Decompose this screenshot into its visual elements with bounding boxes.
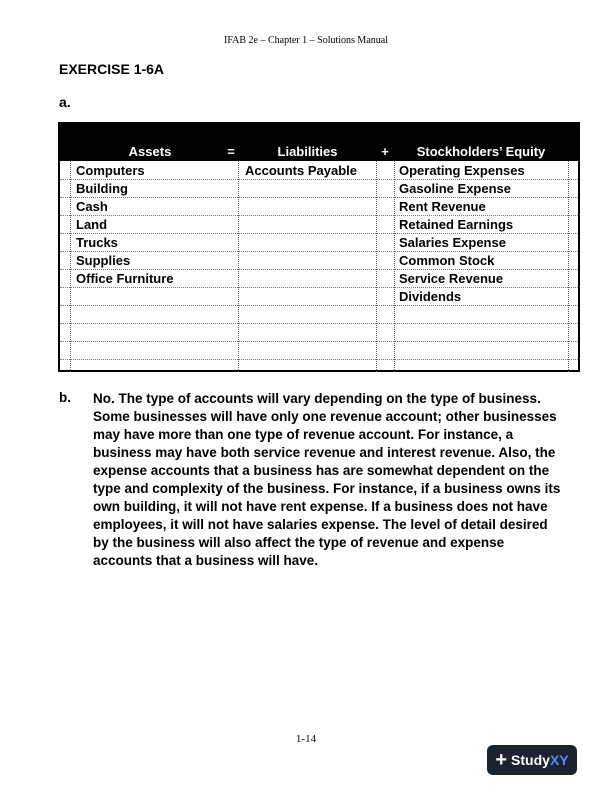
equity-cell: Dividends (399, 289, 462, 304)
row-divider (60, 305, 578, 306)
asset-cell: Computers (76, 163, 145, 178)
liability-cell: Accounts Payable (245, 163, 357, 178)
brand-accent: XY (549, 752, 569, 768)
row-divider (60, 359, 578, 360)
equity-cell: Service Revenue (399, 271, 504, 286)
equity-cell: Common Stock (399, 253, 495, 268)
accounts-table (58, 122, 580, 372)
studyxy-badge[interactable] (487, 745, 577, 775)
part-b-answer: No. The type of accounts will vary depending on the type of business. Some businesses will have only one revenue account; other businesses may have more than one type of revenue account. For instance, a business may have both service revenue and interest revenue. Also, the expense accounts that a business has are somewhat dependent on the type and complexity of the business. For instance, if a business owns its own building, it will not have rent expense. If a business does not have employees, it will not have salaries expense. The level of detail desired by the business will also affect the type of revenue and expense accounts that a business will have. (93, 391, 561, 568)
brand-logo (511, 752, 569, 768)
asset-cell: Cash (76, 199, 108, 214)
running-header: IFAB 2e – Chapter 1 – Solutions Manual (224, 35, 388, 46)
asset-cell: Supplies (76, 253, 131, 268)
part-a-label: a. (59, 94, 71, 110)
exercise-title: EXERCISE 1-6A (59, 61, 165, 77)
header-equity: Stockholders’ Equity (416, 144, 546, 159)
asset-cell: Land (76, 217, 108, 232)
header-plus: + (381, 144, 389, 159)
equity-cell: Salaries Expense (399, 235, 506, 250)
header-assets: Assets (128, 144, 172, 159)
asset-cell: Building (76, 181, 128, 196)
asset-cell: Trucks (76, 235, 118, 250)
part-b-label: b. (59, 390, 71, 405)
equity-cell: Gasoline Expense (399, 181, 511, 196)
header-liabilities: Liabilities (277, 144, 338, 159)
table-header (60, 124, 578, 161)
equity-cell: Operating Expenses (399, 163, 525, 178)
plus-icon: + (495, 749, 508, 771)
asset-cell: Office Furniture (76, 271, 174, 286)
brand-main: Study (511, 752, 550, 768)
equity-cell: Retained Earnings (399, 217, 514, 232)
equity-cell: Rent Revenue (399, 199, 486, 214)
page-number: 1-14 (295, 733, 317, 745)
header-equals: = (227, 144, 235, 159)
row-divider (60, 323, 578, 324)
row-divider (60, 341, 578, 342)
